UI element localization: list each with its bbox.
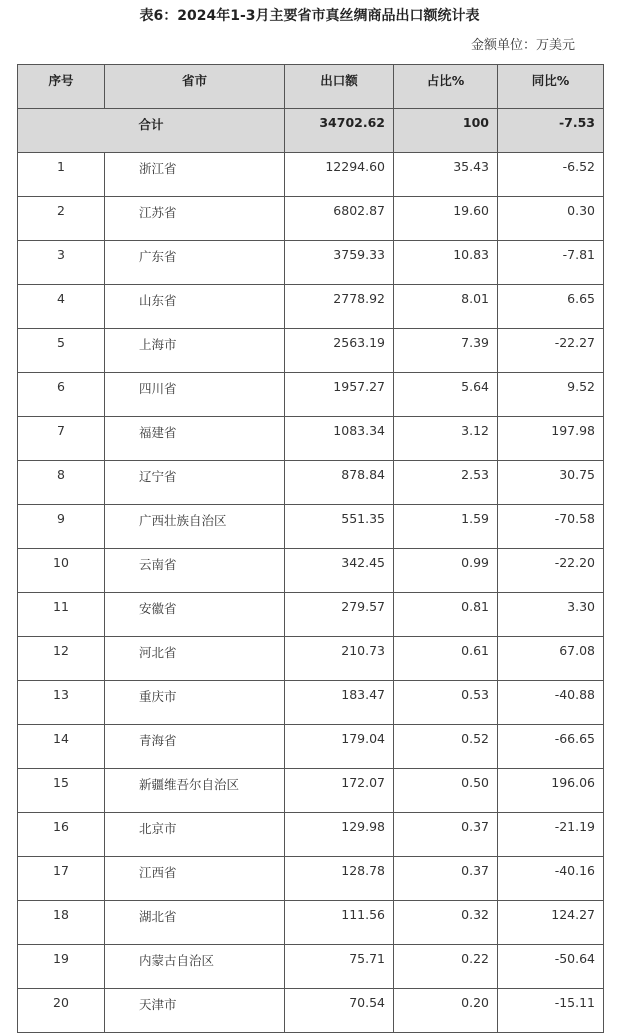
total-export: 34702.62 <box>285 109 394 153</box>
cell-export: 551.35 <box>285 505 394 549</box>
cell-yoy: 9.52 <box>498 373 604 417</box>
cell-index: 3 <box>18 241 105 285</box>
table-row <box>18 197 604 241</box>
table-row <box>18 725 604 769</box>
cell-index: 2 <box>18 197 105 241</box>
cell-yoy: -22.20 <box>498 549 604 593</box>
table-row <box>18 153 604 197</box>
cell-export: 172.07 <box>285 769 394 813</box>
cell-province: 福建省 <box>105 417 285 461</box>
cell-share: 0.22 <box>394 945 498 989</box>
unit-note: 金额单位：万美元 <box>470 38 575 53</box>
cell-share: 0.61 <box>394 637 498 681</box>
cell-province: 浙江省 <box>105 153 285 197</box>
cell-yoy: -22.27 <box>498 329 604 373</box>
export-table <box>17 64 604 1033</box>
cell-index: 19 <box>18 945 105 989</box>
total-yoy: -7.53 <box>498 109 604 153</box>
cell-province: 广东省 <box>105 241 285 285</box>
cell-province: 上海市 <box>105 329 285 373</box>
table-row <box>18 417 604 461</box>
cell-export: 6802.87 <box>285 197 394 241</box>
cell-index: 8 <box>18 461 105 505</box>
cell-share: 8.01 <box>394 285 498 329</box>
table-row <box>18 637 604 681</box>
cell-export: 1083.34 <box>285 417 394 461</box>
header-yoy: 同比% <box>498 65 604 109</box>
cell-province: 辽宁省 <box>105 461 285 505</box>
table-row <box>18 285 604 329</box>
cell-index: 12 <box>18 637 105 681</box>
cell-share: 0.37 <box>394 813 498 857</box>
header-share: 占比% <box>394 65 498 109</box>
table-row <box>18 505 604 549</box>
cell-yoy: -66.65 <box>498 725 604 769</box>
cell-yoy: 6.65 <box>498 285 604 329</box>
table-row <box>18 857 604 901</box>
cell-share: 0.53 <box>394 681 498 725</box>
cell-yoy: -6.52 <box>498 153 604 197</box>
cell-share: 35.43 <box>394 153 498 197</box>
cell-share: 1.59 <box>394 505 498 549</box>
table-row <box>18 329 604 373</box>
cell-yoy: -40.88 <box>498 681 604 725</box>
cell-index: 4 <box>18 285 105 329</box>
total-label: 合计 <box>18 109 285 153</box>
cell-share: 0.50 <box>394 769 498 813</box>
cell-share: 0.81 <box>394 593 498 637</box>
cell-yoy: 3.30 <box>498 593 604 637</box>
cell-yoy: 196.06 <box>498 769 604 813</box>
cell-province: 内蒙古自治区 <box>105 945 285 989</box>
table-row <box>18 593 604 637</box>
cell-export: 128.78 <box>285 857 394 901</box>
cell-share: 0.99 <box>394 549 498 593</box>
cell-index: 11 <box>18 593 105 637</box>
cell-index: 6 <box>18 373 105 417</box>
table-row <box>18 241 604 285</box>
cell-index: 7 <box>18 417 105 461</box>
table-row <box>18 461 604 505</box>
cell-province: 河北省 <box>105 637 285 681</box>
cell-share: 0.20 <box>394 989 498 1033</box>
table-row <box>18 769 604 813</box>
cell-yoy: 0.30 <box>498 197 604 241</box>
cell-share: 5.64 <box>394 373 498 417</box>
table-row <box>18 945 604 989</box>
cell-province: 安徽省 <box>105 593 285 637</box>
cell-yoy: 30.75 <box>498 461 604 505</box>
table-title: 表6：2024年1-3月主要省市真丝绸商品出口额统计表 <box>139 8 480 24</box>
cell-yoy: 124.27 <box>498 901 604 945</box>
cell-index: 15 <box>18 769 105 813</box>
cell-index: 5 <box>18 329 105 373</box>
cell-share: 0.37 <box>394 857 498 901</box>
cell-index: 14 <box>18 725 105 769</box>
cell-province: 北京市 <box>105 813 285 857</box>
cell-export: 75.71 <box>285 945 394 989</box>
cell-province: 云南省 <box>105 549 285 593</box>
cell-share: 7.39 <box>394 329 498 373</box>
cell-index: 18 <box>18 901 105 945</box>
table-row <box>18 373 604 417</box>
cell-yoy: -15.11 <box>498 989 604 1033</box>
table-row <box>18 901 604 945</box>
cell-export: 3759.33 <box>285 241 394 285</box>
cell-province: 青海省 <box>105 725 285 769</box>
cell-export: 1957.27 <box>285 373 394 417</box>
cell-yoy: 67.08 <box>498 637 604 681</box>
cell-yoy: -40.16 <box>498 857 604 901</box>
cell-export: 183.47 <box>285 681 394 725</box>
total-row <box>18 109 604 153</box>
header-row <box>18 65 604 109</box>
header-province: 省市 <box>105 65 285 109</box>
table-row <box>18 681 604 725</box>
cell-province: 四川省 <box>105 373 285 417</box>
cell-share: 19.60 <box>394 197 498 241</box>
cell-export: 2778.92 <box>285 285 394 329</box>
cell-export: 878.84 <box>285 461 394 505</box>
cell-index: 10 <box>18 549 105 593</box>
cell-province: 新疆维吾尔自治区 <box>105 769 285 813</box>
cell-export: 210.73 <box>285 637 394 681</box>
table-row <box>18 989 604 1033</box>
cell-index: 13 <box>18 681 105 725</box>
cell-share: 10.83 <box>394 241 498 285</box>
cell-province: 天津市 <box>105 989 285 1033</box>
cell-province: 湖北省 <box>105 901 285 945</box>
cell-share: 2.53 <box>394 461 498 505</box>
cell-export: 111.56 <box>285 901 394 945</box>
cell-export: 2563.19 <box>285 329 394 373</box>
cell-index: 17 <box>18 857 105 901</box>
table-row <box>18 813 604 857</box>
cell-index: 1 <box>18 153 105 197</box>
cell-province: 江西省 <box>105 857 285 901</box>
cell-province: 江苏省 <box>105 197 285 241</box>
cell-share: 0.32 <box>394 901 498 945</box>
header-export: 出口额 <box>285 65 394 109</box>
cell-export: 279.57 <box>285 593 394 637</box>
cell-index: 9 <box>18 505 105 549</box>
cell-yoy: -7.81 <box>498 241 604 285</box>
cell-export: 342.45 <box>285 549 394 593</box>
cell-export: 12294.60 <box>285 153 394 197</box>
cell-yoy: 197.98 <box>498 417 604 461</box>
header-idx: 序号 <box>18 65 105 109</box>
cell-yoy: -50.64 <box>498 945 604 989</box>
cell-index: 20 <box>18 989 105 1033</box>
cell-yoy: -21.19 <box>498 813 604 857</box>
cell-province: 重庆市 <box>105 681 285 725</box>
cell-export: 70.54 <box>285 989 394 1033</box>
cell-export: 129.98 <box>285 813 394 857</box>
table-row <box>18 549 604 593</box>
cell-index: 16 <box>18 813 105 857</box>
cell-province: 山东省 <box>105 285 285 329</box>
cell-export: 179.04 <box>285 725 394 769</box>
total-share: 100 <box>394 109 498 153</box>
cell-province: 广西壮族自治区 <box>105 505 285 549</box>
cell-yoy: -70.58 <box>498 505 604 549</box>
cell-share: 3.12 <box>394 417 498 461</box>
cell-share: 0.52 <box>394 725 498 769</box>
